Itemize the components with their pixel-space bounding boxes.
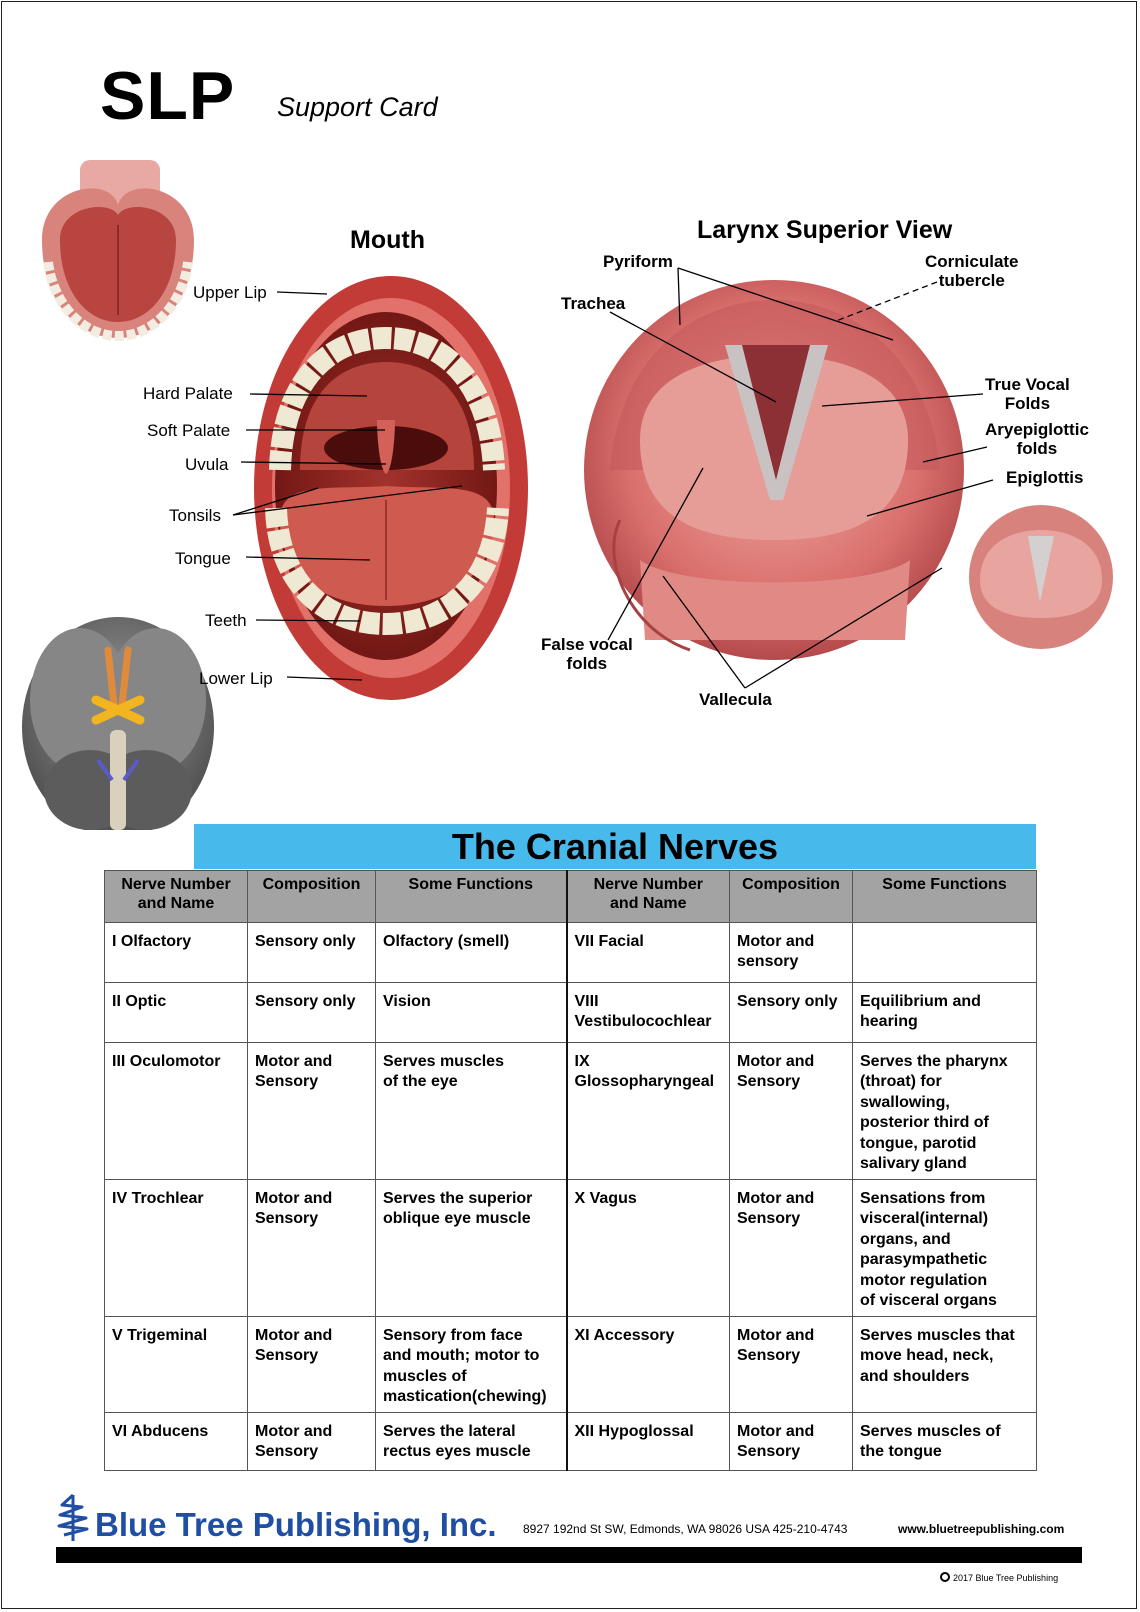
- cell-composition-left: Motor and Sensory: [248, 1179, 376, 1316]
- cell-nerve-name-right: X Vagus: [567, 1179, 730, 1316]
- cell-functions-left: Vision: [376, 983, 567, 1043]
- cell-nerve-name-left: VI Abducens: [105, 1412, 248, 1470]
- cranial-nerves-table: [104, 870, 1037, 1471]
- brain-illustration: [22, 617, 214, 830]
- label-soft-palate: Soft Palate: [147, 421, 231, 440]
- tongue-thumbnail: [42, 160, 194, 338]
- cell-nerve-name-right: XII Hypoglossal: [567, 1412, 730, 1470]
- cell-nerve-name-right: VIII Vestibulocochlear: [567, 983, 730, 1043]
- label-uvula: Uvula: [185, 455, 229, 474]
- label-tonsils: Tonsils: [169, 506, 221, 525]
- larynx-illustration: [584, 280, 964, 660]
- cell-functions-left: Sensory from face and mouth; motor to muscles of mastication(chewing): [376, 1316, 567, 1412]
- label-corniculate-tubercle: Corniculate tubercle: [925, 252, 1019, 290]
- cell-composition-left: Motor and Sensory: [248, 1043, 376, 1180]
- cell-composition-left: Sensory only: [248, 923, 376, 983]
- cell-nerve-name-right: IX Glossopharyngeal: [567, 1043, 730, 1180]
- label-tongue: Tongue: [175, 549, 231, 568]
- tree-logo-icon: [56, 1493, 90, 1543]
- cell-composition-left: Motor and Sensory: [248, 1316, 376, 1412]
- cell-composition-left: Motor and Sensory: [248, 1412, 376, 1470]
- table-row: [105, 983, 1037, 1043]
- cell-nerve-name-left: V Trigeminal: [105, 1316, 248, 1412]
- card-subtitle: Support Card: [277, 92, 438, 122]
- header-functions-right: Some Functions: [853, 871, 1037, 923]
- cell-composition-right: Motor and sensory: [730, 923, 853, 983]
- label-true-vocal-folds: True Vocal Folds: [985, 375, 1070, 413]
- label-pyriform: Pyriform: [603, 252, 673, 271]
- label-epiglottis: Epiglottis: [1006, 468, 1084, 487]
- cell-functions-right: Serves muscles that move head, neck, and shoulders: [853, 1316, 1037, 1412]
- cell-functions-left: Olfactory (smell): [376, 923, 567, 983]
- header-functions-left: Some Functions: [376, 871, 567, 923]
- copyright-icon: [940, 1572, 950, 1582]
- header-composition-right: Composition: [730, 871, 853, 923]
- cell-functions-right: [853, 923, 1037, 983]
- cell-functions-right: Serves muscles of the tongue: [853, 1412, 1037, 1470]
- table-row: [105, 1412, 1037, 1470]
- label-false-vocal-folds: False vocal folds: [541, 635, 633, 673]
- label-aryepiglottic-folds: Aryepiglottic folds: [985, 420, 1089, 458]
- label-lower-lip: Lower Lip: [199, 669, 273, 688]
- cell-nerve-name-left: II Optic: [105, 983, 248, 1043]
- header-nerve-number-left: Nerve Number and Name: [105, 871, 248, 923]
- header-composition-left: Composition: [248, 871, 376, 923]
- footer-copyright: 2017 Blue Tree Publishing: [953, 1573, 1059, 1583]
- cell-functions-left: Serves muscles of the eye: [376, 1043, 567, 1180]
- label-vallecula: Vallecula: [699, 690, 772, 709]
- cell-nerve-name-left: IV Trochlear: [105, 1179, 248, 1316]
- table-row: [105, 1179, 1037, 1316]
- cranial-nerves-body: [105, 923, 1037, 1471]
- label-trachea: Trachea: [561, 294, 626, 313]
- cell-composition-right: Sensory only: [730, 983, 853, 1043]
- cranial-nerves-title: The Cranial Nerves: [451, 826, 779, 867]
- header-nerve-number-right: Nerve Number and Name: [567, 871, 730, 923]
- table-row: [105, 923, 1037, 983]
- label-hard-palate: Hard Palate: [143, 384, 233, 403]
- cell-nerve-name-right: XI Accessory: [567, 1316, 730, 1412]
- cell-functions-right: Serves the pharynx (throat) for swallowing, posterior third of tongue, parotid salivary gland: [853, 1043, 1037, 1180]
- cell-functions-right: Equilibrium and hearing: [853, 983, 1037, 1043]
- cell-nerve-name-left: I Olfactory: [105, 923, 248, 983]
- larynx-title: Larynx Superior View: [697, 216, 953, 244]
- table-row: [105, 1316, 1037, 1412]
- footer-company-name: Blue Tree Publishing, Inc.: [95, 1506, 497, 1543]
- cell-composition-right: Motor and Sensory: [730, 1179, 853, 1316]
- footer-url[interactable]: www.bluetreepublishing.com: [898, 1522, 1065, 1536]
- mouth-illustration: [254, 276, 528, 700]
- cell-nerve-name-left: III Oculomotor: [105, 1043, 248, 1180]
- table-header-row: [105, 871, 1037, 923]
- mouth-title: Mouth: [350, 226, 425, 254]
- label-teeth: Teeth: [205, 611, 247, 630]
- cell-composition-left: Sensory only: [248, 983, 376, 1043]
- footer-address: 8927 192nd St SW, Edmonds, WA 98026 USA 425-210-4743: [523, 1522, 848, 1536]
- cell-functions-left: Serves the superior oblique eye muscle: [376, 1179, 567, 1316]
- card-title: SLP: [100, 58, 236, 134]
- label-upper-lip: Upper Lip: [193, 283, 267, 302]
- cell-composition-right: Motor and Sensory: [730, 1412, 853, 1470]
- footer-bar: [56, 1547, 1082, 1563]
- cell-composition-right: Motor and Sensory: [730, 1316, 853, 1412]
- cell-functions-left: Serves the lateral rectus eyes muscle: [376, 1412, 567, 1470]
- cell-nerve-name-right: VII Facial: [567, 923, 730, 983]
- cell-functions-right: Sensations from visceral(internal) organs, and parasympathetic motor regulation of visceral organs: [853, 1179, 1037, 1316]
- larynx-thumbnail: [969, 505, 1113, 649]
- cell-composition-right: Motor and Sensory: [730, 1043, 853, 1180]
- table-row: [105, 1043, 1037, 1180]
